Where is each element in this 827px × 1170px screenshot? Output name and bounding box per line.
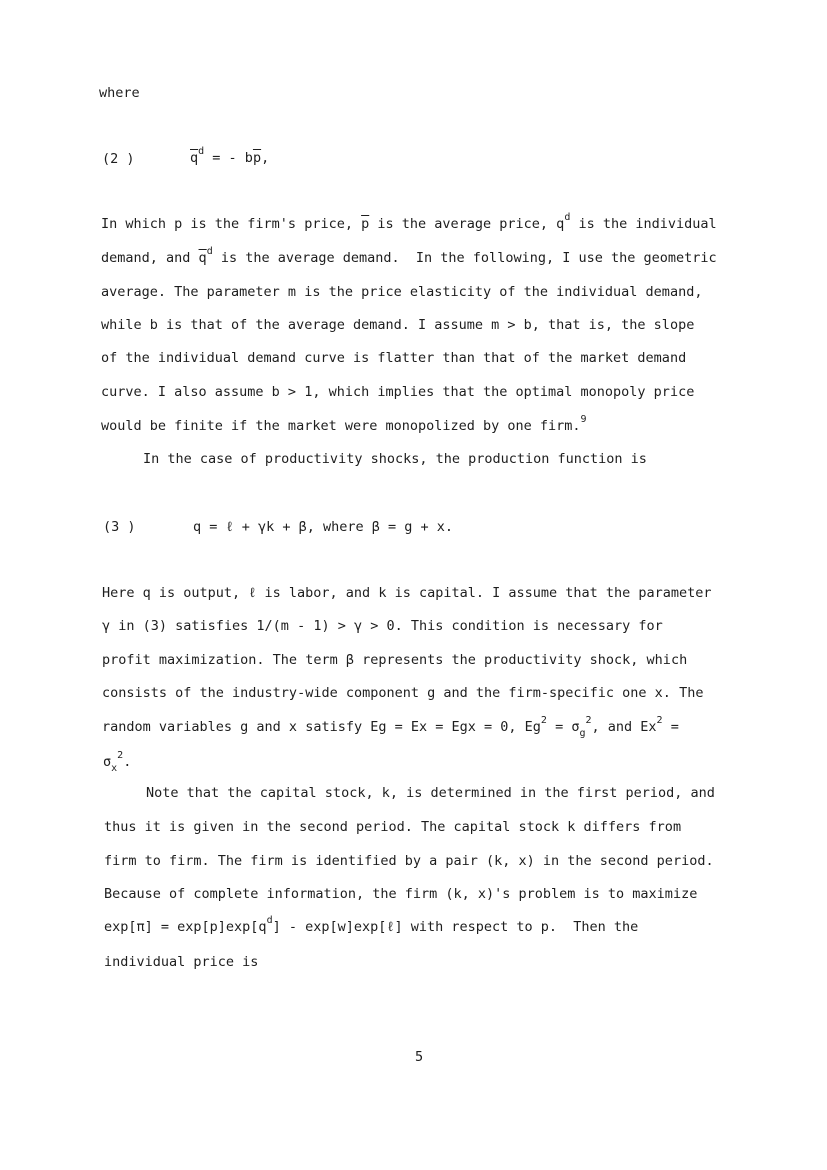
text-where: where bbox=[99, 85, 140, 101]
text-line: Because of complete information, the firm (k, x)'s problem is to maximize bbox=[104, 886, 698, 902]
text-line: average. The parameter m is the price elasticity of the individual demand, bbox=[101, 284, 703, 300]
text-line: while b is that of the average demand. I assume m > b, that is, the slope bbox=[101, 317, 695, 333]
text-line: random variables g and x satisfy Eg = Ex = Egx = 0, $Eg^2 = \sigma_g^2$, and $Ex^2$ = bbox=[102, 715, 679, 739]
text-line: individual price is bbox=[104, 954, 259, 970]
text-line: γ in (3) satisfies 1/(m - 1) > γ > 0. This condition is necessary for bbox=[102, 618, 663, 634]
equation-number: (3 ) bbox=[103, 519, 136, 535]
page-number: 5 bbox=[415, 1049, 424, 1065]
text-line: consists of the industry-wide component g and the firm-specific one x. The bbox=[102, 685, 704, 701]
text-line: $\exp[\pi] = \exp[p]\exp[q^d]$ - exp[w]exp[ℓ] with respect to p. Then the bbox=[104, 915, 639, 935]
text-line: demand, and $\overline{q}^d$ is the average demand. In the following, I use the geometric bbox=[101, 246, 717, 266]
footnote-marker: 9 bbox=[580, 414, 587, 425]
text-line: firm to firm. The firm is identified by a pair (k, x) in the second period. bbox=[104, 853, 714, 869]
text-line: thus it is given in the second period. The capital stock k differs from bbox=[104, 819, 682, 835]
text-line: would be finite if the market were monopolized by one firm.$^9$ bbox=[101, 414, 587, 434]
equation-body: $\overline{q}^d$ = - $b\overline{p}$, bbox=[190, 146, 270, 166]
text-line: curve. I also assume b > 1, which implies that the optimal monopoly price bbox=[101, 384, 695, 400]
equation-number: (2 ) bbox=[102, 151, 135, 167]
text-line: Here q is output, ℓ is labor, and k is capital. I assume that the parameter bbox=[102, 585, 712, 601]
text-line: of the individual demand curve is flatter than that of the market demand bbox=[101, 350, 687, 366]
text-line: In which p is the firm's price, $\overline{p}$ is the average price, $q^d$ is the individual bbox=[101, 212, 717, 232]
equation-body: q = ℓ + γk + β, where β = g + x. bbox=[193, 519, 454, 535]
text-line: Note that the capital stock, k, is determined in the first period, and bbox=[146, 785, 715, 801]
text-line: profit maximization. The term β represents the productivity shock, which bbox=[102, 652, 688, 668]
paragraph-production: In the case of productivity shocks, the production function is bbox=[143, 451, 647, 467]
text-line: $\sigma_x^2$. bbox=[103, 750, 132, 774]
